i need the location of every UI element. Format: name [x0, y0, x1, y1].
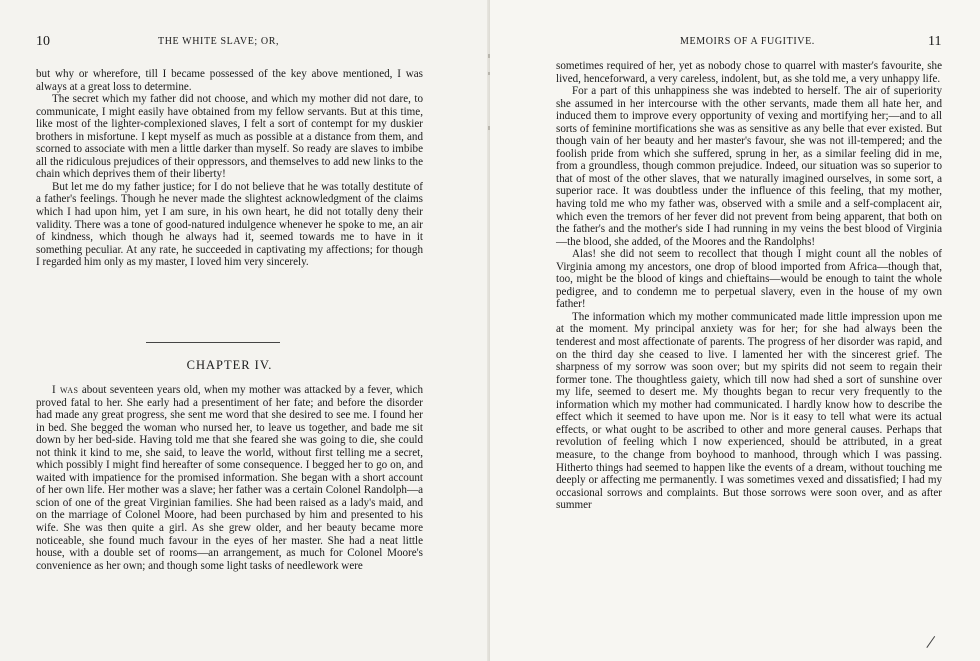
left-body-top [36, 68, 423, 269]
chapter-paragraph-text: about seventeen years old, when my mother was attacked by a fever, which proved fatal to her. She early had a presentiment of her fate; and before the disorder had made any great progress, she sent me word that she desired to see me. I found her in bed. She begged the woman who nursed her, to leave us together, and bade me sit down by her bed-side. Having told me that she feared she was going to die, she could not think it kind to me, she said, to leave the world, without first telling me a secret, which possibly I might find hereafter of some consequence. I begged her to go on, and waited with impatience for the promised information. She began with a short account of her own life. Her mother was a slave; her father was a certain Colonel Randolph—a scion of one of the great Virginian families. She had been raised as a lady's maid, and on the marriage of Colonel Moore, had been purchased by him and presented to his wife. She was then quite a girl. As she grew older, and her beauty became more noticeable, she found much favour in the eyes of her master. She had a neat little house, with a double set of rooms—an arrangement, as much for Colonel Moore's convenience as her own; and though some light tasks of needlework were [36, 384, 423, 572]
left-paragraph-2: The secret which my father did not choose, and which my mother did not dare, to communicate, I might easily have obtained from my fellow servants. But at this time, like most of the lighter-complexioned slaves, I felt a sort of contempt for my duskier brothers in misfortune. I kept myself as much as possible at a distance from them, and scorned to associate with men a little darker than myself. So ready are slaves to imbibe all the ridiculous prejudices of their oppressors, and themselves to add new links to the chain which deprives them of their liberty! [36, 93, 423, 181]
right-paragraph-3: Alas! she did not seem to recollect that though I might count all the nobles of Virginia among my ancestors, one drop of blood imported from Africa—though that, too, might be the blood of kings and chieftains—would be enough to taint the whole pedigree, and to condemn me to perpetual slavery, even in the house of my own father! [556, 248, 942, 311]
left-body-chapter [36, 384, 423, 572]
right-running-head: MEMOIRS OF A FUGITIVE. [680, 36, 815, 47]
left-running-head: THE WHITE SLAVE; OR, [158, 36, 280, 47]
right-paragraph-2: For a part of this unhappiness she was indebted to herself. The air of superiority she assumed in her intercourse with the other servants, made them all hate her, and induced them to improve every opportunity of vexing and mortifying her;—and to all sorts of feminine mortifications she was as sensitive as any belle that ever existed. But though vain of her beauty and her master's favour, she was not ill-tempered; and the foolish pride from which she suffered, sprung in her, as a similar feeling did in me, from a groundless, though common prejudice. Indeed, our situation was so superior to that of most of the other slaves, that we naturally imagined ourselves, in some sort, a superior race. It was doubtless under the influence of this feeling, that my mother, having told me who my father was, observed with a smile and a self-complacent air, which even the tremors of her fever did not prevent from being apparent, that both on the father's and the mother's side I had running in my veins the best blood of Virginia—the blood, she added, of the Moores and the Randolphs! [556, 85, 942, 248]
right-paragraph-4: The information which my mother communicated made little impression upon me at the moment. My principal anxiety was for her; for she had always been the tenderest and most affectionate of parents. The progress of her disorder was rapid, and on the third day she ceased to live. I lamented her with the sincerest grief. The sharpness of my sorrow was soon over; but my spirits did not seem to regain their former tone. The thoughtless gaiety, which till now had shed a sort of sunshine over my life, seemed to desert me. My thoughts began to recur very frequently to the information which my mother had communicated. I hardly know how to describe the effect which it seemed to have upon me. Nor is it easy to tell what were its actual effects, or what ought to be ascribed to other and more general causes. Perhaps that revolution of feeling which I now experienced, should be attributed, in a great measure, to the change from boyhood to manhood, through which I was passing. Hitherto things had seemed to happen like the events of a dream, without touching me deeply or affecting me permanently. I was sometimes vexed and dissatisfied; I had my occasional sorrows and complaints. But those sorrows were soon over, and as after summer [556, 310, 942, 512]
chapter-divider-rule [146, 342, 280, 343]
right-page-number: 11 [928, 34, 942, 49]
left-paragraph-1: but why or wherefore, till I became possessed of the key above mentioned, I was always at a great loss to determine. [36, 68, 423, 93]
right-paragraph-1: sometimes required of her, yet as nobody chose to quarrel with master's favourite, she lived, henceforward, a very careless, indolent, but, as she told me, a very unhappy life. [556, 60, 942, 85]
chapter-first-words: I was [52, 384, 79, 396]
chapter-paragraph [36, 384, 423, 572]
chapter-title: CHAPTER IV. [186, 358, 273, 372]
right-page [490, 0, 980, 661]
right-body [556, 60, 942, 512]
left-paragraph-3: But let me do my father justice; for I do not believe that he was totally destitute of a father's feelings. Though he never made the slightest acknowledgment of the claims which I had upon him, yet I am sure, in his own heart, he did not totally deny their validity. There was a tone of good-natured indulgence whenever he spoke to me, an air of kindness, which though he always had it, seemed towards me to have in it something peculiar. At any rate, he succeeded in captivating my affections; for though I regarded him only as my master, I loved him very sincerely. [36, 180, 423, 269]
pen-mark [926, 636, 946, 656]
left-page-number: 10 [36, 34, 50, 49]
